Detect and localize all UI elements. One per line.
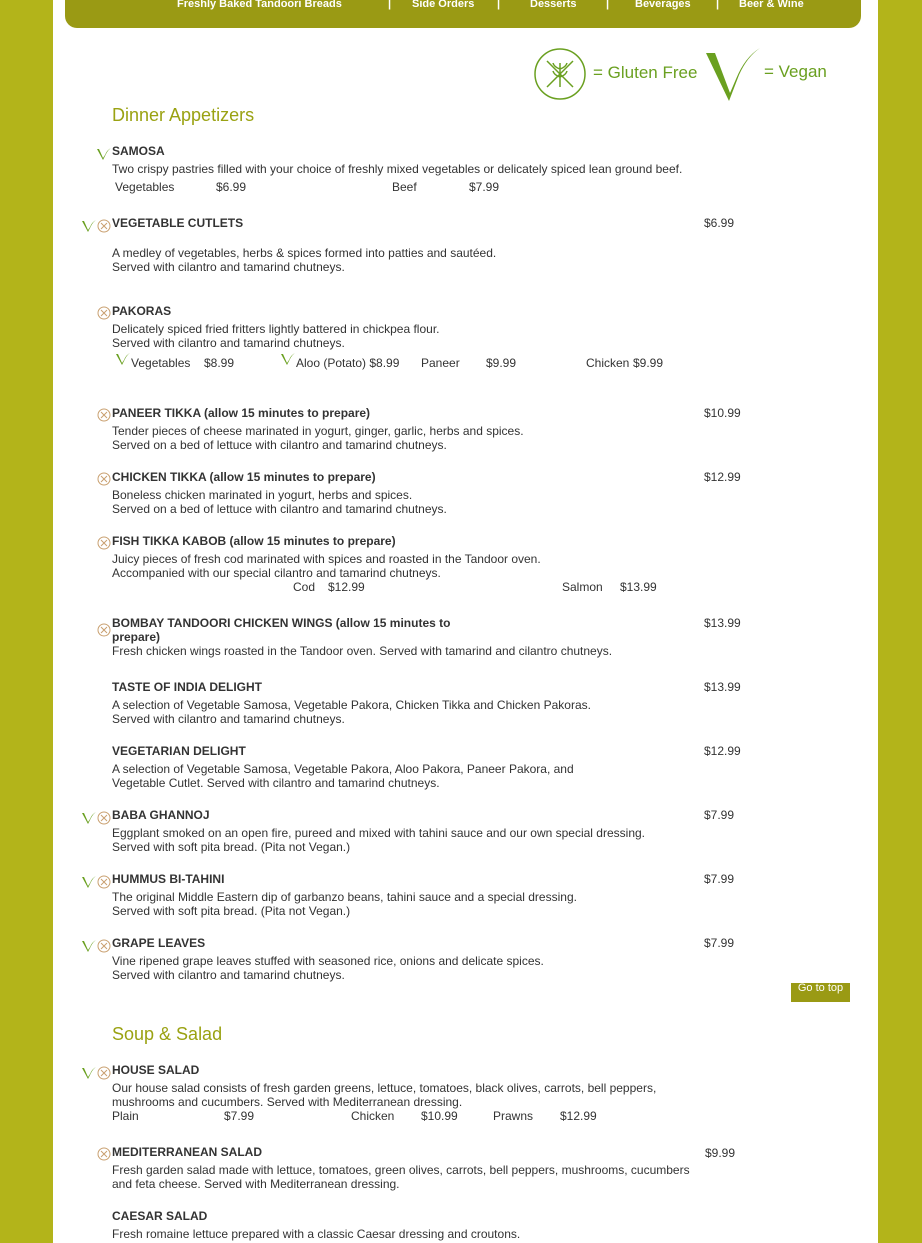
item-caesar-desc: Fresh romaine lettuce prepared with a classic Caesar dressing and croutons.: [112, 1227, 521, 1241]
item-hummus-desc: The original Middle Eastern dip of garbanzo beans, tahini sauce and a special dressing.: [112, 890, 577, 904]
item-wings-desc: Fresh chicken wings roasted in the Tandoor oven. Served with tamarind and cilantro chutneys.: [112, 644, 613, 658]
gluten-free-icon: [533, 47, 587, 101]
pakoras-option: Aloo (Potato) $8.99: [296, 356, 400, 370]
gluten-free-icon: [97, 219, 111, 233]
pakoras-price: $8.99: [204, 356, 235, 370]
item-paneer-tikka-name: PANEER TIKKA (allow 15 minutes to prepare): [112, 406, 371, 420]
nav-side-orders[interactable]: Side Orders: [412, 0, 475, 10]
item-paneer-tikka-desc: Served on a bed of lettuce with cilantro and tamarind chutneys.: [112, 438, 447, 452]
item-veg-delight-name: VEGETARIAN DELIGHT: [112, 744, 246, 758]
item-veg-delight-desc: Vegetable Cutlet. Served with cilantro and tamarind chutneys.: [112, 776, 440, 790]
item-baba-desc: Eggplant smoked on an open fire, pureed and mixed with tahini sauce and our own special dressing.: [112, 826, 645, 840]
soup-salad-title: Soup & Salad: [112, 1024, 223, 1044]
item-fish-tikka-desc: Accompanied with our special cilantro and tamarind chutneys.: [112, 566, 441, 580]
dietary-legend: [533, 45, 833, 103]
samosa-option: Vegetables: [115, 180, 175, 194]
item-house-salad-desc: Our house salad consists of fresh garden greens, lettuce, tomatoes, black olives, carrots, bell peppers,: [112, 1081, 657, 1095]
item-taste-desc: Served with cilantro and tamarind chutneys.: [112, 712, 345, 726]
item-veg-delight-price: $12.99: [704, 744, 741, 758]
item-veg-delight-desc: A selection of Vegetable Samosa, Vegetable Pakora, Aloo Pakora, Paneer Pakora, and: [112, 762, 574, 776]
gluten-free-icon: [97, 536, 111, 550]
gluten-free-icon: [97, 1066, 111, 1080]
page: [53, 0, 878, 1243]
item-chicken-tikka-price: $12.99: [704, 470, 741, 484]
gluten-free-icon: [97, 623, 111, 637]
gluten-free-icon: [97, 1147, 111, 1161]
nav-beer-wine[interactable]: Beer & Wine: [739, 0, 804, 10]
item-wings-price: $13.99: [704, 616, 741, 630]
item-chicken-tikka-desc: Served on a bed of lettuce with cilantro and tamarind chutneys.: [112, 502, 447, 516]
vegan-icon: [81, 874, 97, 890]
nav-separator: |: [497, 0, 501, 10]
item-cutlets-desc: A medley of vegetables, herbs & spices formed into patties and sautéed.: [112, 246, 497, 260]
item-chicken-tikka-name: CHICKEN TIKKA (allow 15 minutes to prepare): [112, 470, 376, 484]
nav-separator: |: [606, 0, 610, 10]
house-salad-price: $7.99: [224, 1109, 255, 1123]
item-grape-desc: Served with cilantro and tamarind chutneys.: [112, 968, 345, 982]
item-grape-desc: Vine ripened grape leaves stuffed with seasoned rice, onions and delicate spices.: [112, 954, 544, 968]
house-salad-price: $10.99: [421, 1109, 458, 1123]
item-taste-name: TASTE OF INDIA DELIGHT: [112, 680, 262, 694]
gluten-free-icon: [97, 939, 111, 953]
item-cutlets-desc: Served with cilantro and tamarind chutneys.: [112, 260, 345, 274]
vegan-icon: [96, 146, 112, 162]
vegan-icon: [81, 810, 97, 826]
fish-tikka-option: Salmon: [562, 580, 603, 594]
top-nav: [65, 0, 861, 28]
gluten-free-icon: [97, 306, 111, 320]
item-cutlets-price: $6.99: [704, 216, 735, 230]
vegan-icon: [705, 45, 761, 103]
item-wings-name: BOMBAY TANDOORI CHICKEN WINGS (allow 15 minutes to: [112, 616, 451, 630]
vegan-icon: [81, 938, 97, 954]
gluten-free-icon: [97, 875, 111, 889]
item-taste-price: $13.99: [704, 680, 741, 694]
go-to-top-button[interactable]: Go to top: [791, 983, 850, 1002]
house-salad-price: $12.99: [560, 1109, 597, 1123]
gluten-free-label: = Gluten Free: [593, 63, 698, 82]
item-hummus-desc: Served with soft pita bread. (Pita not Vegan.): [112, 904, 351, 918]
nav-beverages[interactable]: Beverages: [635, 0, 691, 10]
item-baba-price: $7.99: [704, 808, 735, 822]
fish-tikka-price: $12.99: [328, 580, 365, 594]
samosa-price: $6.99: [216, 180, 247, 194]
item-med-salad-name: MEDITERRANEAN SALAD: [112, 1145, 262, 1159]
vegan-label: = Vegan: [764, 62, 827, 81]
item-wings-name: prepare): [112, 630, 161, 644]
nav-separator: |: [388, 0, 392, 10]
item-house-salad-desc: mushrooms and cucumbers. Served with Mediterranean dressing.: [112, 1095, 463, 1109]
vegan-icon: [280, 351, 296, 367]
house-salad-option: Prawns: [493, 1109, 534, 1123]
item-med-salad-price: $9.99: [705, 1146, 736, 1160]
nav-desserts[interactable]: Desserts: [530, 0, 577, 10]
item-med-salad-desc: Fresh garden salad made with lettuce, tomatoes, green olives, carrots, bell peppers, mushrooms, cucumbers: [112, 1163, 690, 1177]
appetizers-title: Dinner Appetizers: [112, 105, 255, 125]
gluten-free-icon: [97, 811, 111, 825]
item-pakoras-desc: Delicately spiced fried fritters lightly battered in chickpea flour.: [112, 322, 440, 336]
item-house-salad-name: HOUSE SALAD: [112, 1063, 200, 1077]
item-fish-tikka-name: FISH TIKKA KABOB (allow 15 minutes to prepare): [112, 534, 396, 548]
gluten-free-icon: [97, 408, 111, 422]
item-chicken-tikka-desc: Boneless chicken marinated in yogurt, herbs and spices.: [112, 488, 413, 502]
samosa-price: $7.99: [469, 180, 500, 194]
item-grape-price: $7.99: [704, 936, 735, 950]
item-samosa-desc: Two crispy pastries filled with your choice of freshly mixed vegetables or delicately spiced lean ground beef.: [112, 162, 683, 176]
gluten-free-icon: [97, 472, 111, 486]
item-pakoras-name: PAKORAS: [112, 304, 172, 318]
item-hummus-name: HUMMUS BI-TAHINI: [112, 872, 225, 886]
item-taste-desc: A selection of Vegetable Samosa, Vegetable Pakora, Chicken Tikka and Chicken Pakoras.: [112, 698, 591, 712]
samosa-option: Beef: [392, 180, 417, 194]
item-paneer-tikka-price: $10.99: [704, 406, 741, 420]
item-pakoras-desc: Served with cilantro and tamarind chutneys.: [112, 336, 345, 350]
house-salad-option: Plain: [112, 1109, 139, 1123]
item-cutlets-name: VEGETABLE CUTLETS: [112, 216, 244, 230]
item-paneer-tikka-desc: Tender pieces of cheese marinated in yogurt, ginger, garlic, herbs and spices.: [112, 424, 524, 438]
fish-tikka-option: Cod: [293, 580, 316, 594]
item-fish-tikka-desc: Juicy pieces of fresh cod marinated with spices and roasted in the Tandoor oven.: [112, 552, 541, 566]
item-hummus-price: $7.99: [704, 872, 735, 886]
item-baba-desc: Served with soft pita bread. (Pita not Vegan.): [112, 840, 351, 854]
item-med-salad-desc: and feta cheese. Served with Mediterranean dressing.: [112, 1177, 400, 1191]
pakoras-option: Paneer: [421, 356, 460, 370]
fish-tikka-price: $13.99: [620, 580, 657, 594]
vegan-icon: [115, 351, 131, 367]
item-grape-name: GRAPE LEAVES: [112, 936, 206, 950]
pakoras-option: Vegetables: [131, 356, 191, 370]
house-salad-option: Chicken: [351, 1109, 395, 1123]
vegan-icon: [81, 1065, 97, 1081]
nav-separator: |: [716, 0, 720, 10]
item-baba-name: BABA GHANNOJ: [112, 808, 210, 822]
item-caesar-name: CAESAR SALAD: [112, 1209, 208, 1223]
vegan-icon: [81, 218, 97, 234]
item-samosa-name: SAMOSA: [112, 144, 165, 158]
pakoras-price: $9.99: [633, 356, 664, 370]
pakoras-option: Chicken: [586, 356, 630, 370]
pakoras-price: $9.99: [486, 356, 517, 370]
nav-breads[interactable]: Freshly Baked Tandoori Breads: [177, 0, 342, 10]
